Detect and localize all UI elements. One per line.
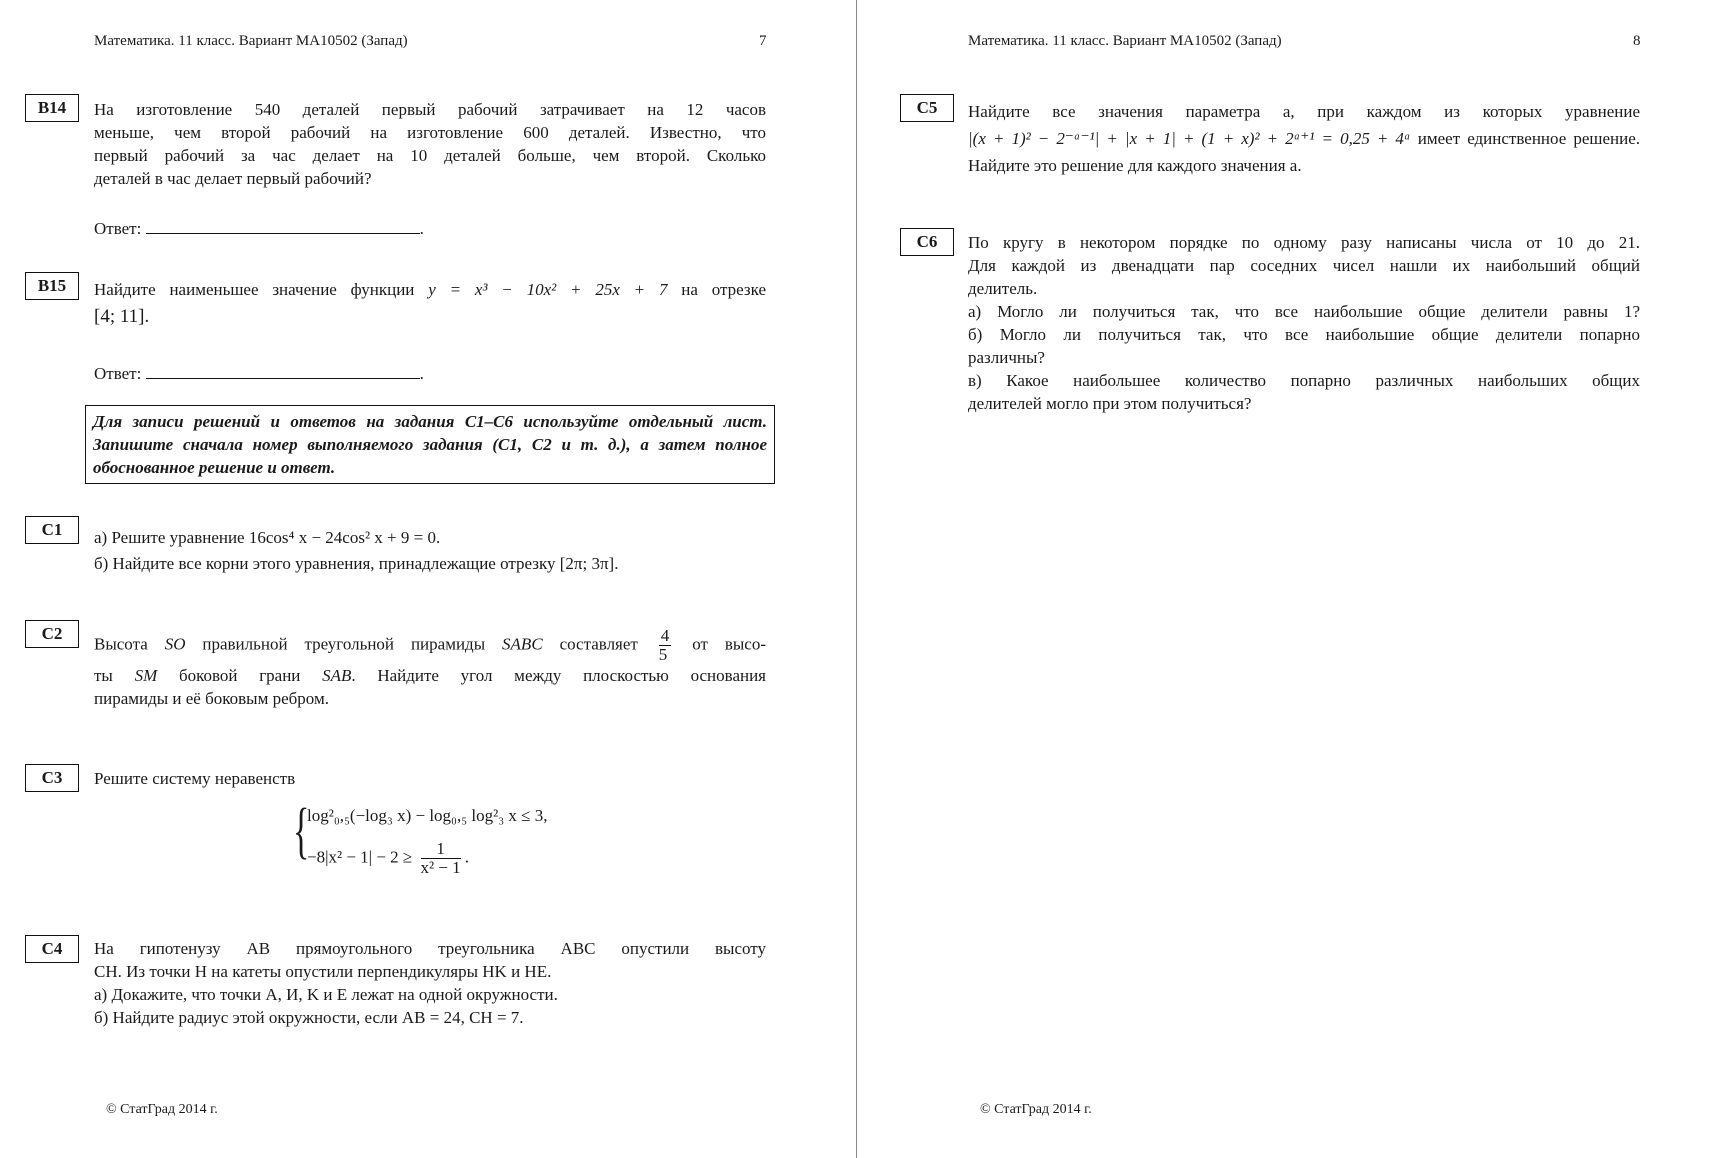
c3-row-2-left: −8|x² − 1| − 2 ≥ [307, 847, 413, 867]
page-footer: © СтатГрад 2014 г. [106, 1102, 218, 1117]
text-line: б) Найдите радиус этой окружности, если AB = 24, CH = 7. [94, 1008, 524, 1027]
page-divider [856, 0, 857, 1158]
c3-row-2 [307, 840, 469, 877]
text-line: б) Могло ли получиться так, что все наибольшие общие делители попарно [968, 325, 1640, 344]
c2-text: . Найдите угол между плоскостью основания [351, 666, 767, 685]
b15-interval: [4; 11]. [94, 306, 150, 327]
b15-text-start: Найдите наименьшее значение функции [94, 280, 415, 299]
c2-sab: SAB [322, 666, 352, 685]
page-footer: © СтатГрад 2014 г. [980, 1102, 1092, 1117]
c2-text: от высо- [692, 634, 766, 654]
task-b14-text [94, 98, 766, 190]
system-brace: { [293, 797, 310, 865]
c2-sm: SM [134, 666, 158, 685]
text-line: Для каждой из двенадцати пар соседних чисел нашли их наибольший общий [968, 256, 1640, 275]
text-line: первый рабочий за час делает на 10 деталей больше, чем второй. Сколько [94, 146, 766, 165]
text-line: деталей в час делает первый рабочий? [94, 169, 372, 188]
answer-line[interactable] [146, 216, 420, 234]
b15-formula: y = x³ − 10x² + 25x + 7 [428, 280, 668, 299]
task-label-c2: C2 [25, 620, 79, 648]
text-line: На гипотенузу AB прямоугольного треугольника ABC опустили высоту [94, 939, 766, 958]
task-label-b15: B15 [25, 272, 79, 300]
task-c1-text [94, 525, 774, 577]
page-number: 7 [759, 33, 767, 49]
text-line [94, 664, 766, 687]
text-line: CH. Из точки H на катеты опустили перпендикуляры HK и HE. [94, 962, 552, 981]
text-line: По кругу в некотором порядке по одному разу написаны числа от 10 до 21. [968, 233, 1640, 252]
page-header-title: Математика. 11 класс. Вариант МА10502 (Запад) [94, 33, 408, 49]
fraction-numerator: 4 [660, 626, 670, 645]
text-line: различны? [968, 348, 1045, 367]
c3-row-2-end: . [464, 847, 469, 867]
text-line [968, 125, 1640, 152]
task-b15-text [94, 278, 766, 328]
task-label-c3: C3 [25, 764, 79, 792]
task-c4-text [94, 937, 766, 1029]
fraction-numerator: 1 [421, 840, 461, 859]
task-label-c6: C6 [900, 228, 954, 256]
c2-sabc: SABC [502, 634, 543, 654]
task-c2-text [94, 627, 766, 710]
text-line: меньше, чем второй рабочий на изготовление 600 деталей. Известно, что [94, 123, 766, 142]
c1-equation: 16cos⁴ x − 24cos² x + 9 = 0. [248, 528, 441, 547]
c3-row-1: log²₀,₅(−log₃ x) − log₀,₅ log²₃ x ≤ 3, [307, 806, 548, 825]
text-line: в) Какое наибольшее количество попарно различных наибольших общих [968, 371, 1640, 390]
c3-fraction [421, 840, 461, 877]
c3-intro: Решите систему неравенств [94, 769, 296, 788]
c2-text: составляет [559, 634, 638, 654]
task-c5-text [968, 98, 1640, 179]
text-line: пирамиды и её боковым ребром. [94, 689, 329, 708]
c1-part-a-label: а) Решите уравнение [94, 528, 245, 547]
task-c6-text [968, 231, 1640, 415]
answer-line[interactable] [146, 361, 420, 379]
fraction-denominator: 5 [658, 645, 668, 664]
answer-label: Ответ: [94, 219, 142, 238]
text-line: делителей могло при этом получиться? [968, 394, 1252, 413]
c1-part-b-text: б) Найдите все корни этого уравнения, принадлежащие отрезку [94, 554, 556, 573]
c2-fraction [659, 627, 672, 664]
c2-text: Высота [94, 634, 148, 654]
c2-text: ты [94, 666, 113, 685]
text-line: а) Докажите, что точки A, И, K и E лежат на одной окружности. [94, 985, 558, 1004]
page-8 [858, 0, 1710, 1158]
c5-text: имеет единственное решение. [1417, 129, 1640, 148]
answer-b15: Ответ: . [94, 361, 424, 384]
c1-part-a [94, 525, 774, 551]
text-line: Найдите все значения параметра a, при каждом из которых уравнение [968, 102, 1640, 121]
page-header-title: Математика. 11 класс. Вариант МА10502 (Запад) [968, 33, 1282, 49]
page-number: 8 [1633, 33, 1641, 49]
text-line: делитель. [968, 279, 1038, 298]
answer-label: Ответ: [94, 364, 142, 383]
c2-so: SO [164, 634, 186, 654]
text-line [94, 278, 766, 301]
b15-text-end: на отрезке [681, 280, 766, 299]
text-line: Найдите это решение для каждого значения a. [968, 156, 1302, 175]
c5-formula: |(x + 1)² − 2⁻ᵃ⁻¹| + |x + 1| + (1 + x)² + 2ᵃ⁺¹ = 0,25 + 4ᵃ [968, 129, 1411, 148]
task-label-c1: C1 [25, 516, 79, 544]
c1-part-b [94, 551, 774, 577]
answer-b14: Ответ: . [94, 216, 424, 239]
text-line [94, 627, 766, 664]
text-line: а) Могло ли получиться так, что все наибольшие общие делители равны 1? [968, 302, 1640, 321]
c2-text: боковой грани [178, 666, 301, 685]
fraction-denominator: x² − 1 [420, 858, 461, 877]
task-label-b14: B14 [25, 94, 79, 122]
instructions-box: Для записи решений и ответов на задания С1–С6 используйте отдельный лист. Запишите сначала номер выполняемого задания (С1, С2 и т. д.), а затем полное обоснованное решение и ответ. [85, 405, 775, 484]
c2-text: правильной треугольной пирамиды [202, 634, 486, 654]
c1-interval: [2π; 3π]. [559, 554, 619, 573]
task-label-c4: C4 [25, 935, 79, 963]
text-line: На изготовление 540 деталей первый рабочий затрачивает на 12 часов [94, 100, 766, 119]
task-label-c5: C5 [900, 94, 954, 122]
